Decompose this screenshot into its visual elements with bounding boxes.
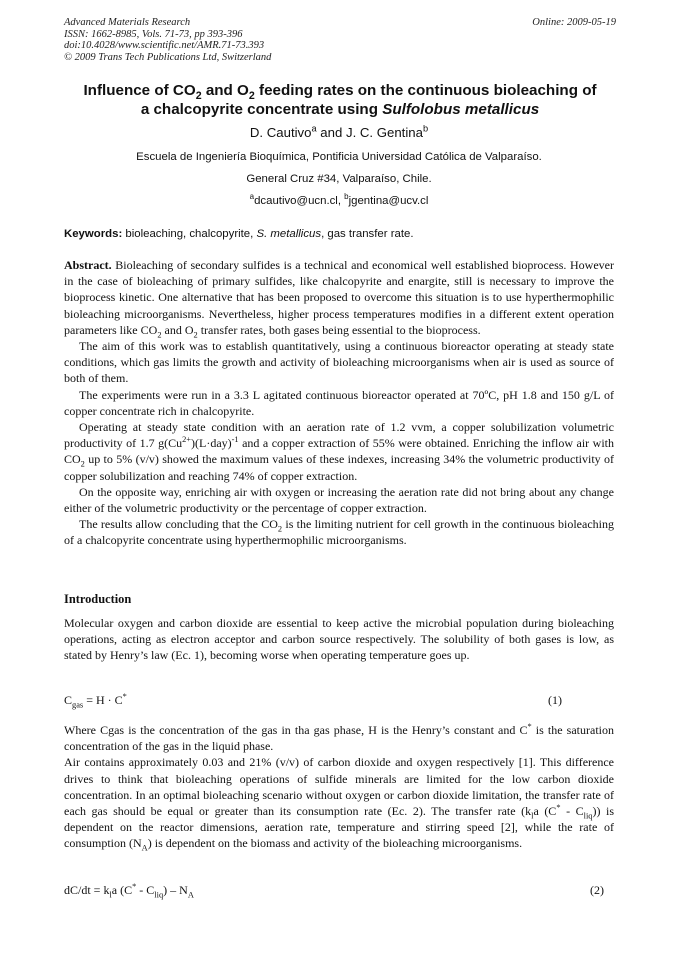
intro-paragraph: Molecular oxygen and carbon dioxide are essential to keep active the microbial population during bioleaching operations, acting as electron acceptor and carbon source respectively. The solubility of both gases is low, as stated by Henry’s law (Ec. 1), becoming worse when operating temperature goes up.	[64, 616, 614, 663]
abstract	[64, 257, 614, 549]
author-list: D. Cautivo$^a$ and J. C. Gentina$^b$	[249, 123, 429, 140]
equation-2: $dC/dt = k_la$ $(C^* - C_{liq}) - N_A$ (2)	[64, 882, 604, 900]
abstract-paragraph: Abstract. Bioleaching of secondary sulfides is a technical and economical well established bioprocess. However in the case of bioleaching of primary sulfides, like chalcopyrite and enargite, still is necessary to improve the bioprocess kinetic. One alternative that has been proposed to overcome this situation is to use hyperthermophilic bioleaching microorganisms. Nevertheless, higher process temperatures modifies in a different extent operation parameters like $CO_2$ and $O_2$ transfer rates, both gases being essential to the bioprocess.	[64, 258, 614, 340]
paper-title: Influence of $CO_2$ and $O_2$ feeding rates on the continuous bioleaching of a chalcopyrite concentrate using Sulfolobus metallicus	[83, 82, 597, 118]
intro-paragraph: Where Cgas is the concentration of the gas in tha gas phase, H is the Henry’s constant and C* is the saturation concentration of the gas in the liquid phase.	[64, 722, 614, 754]
abstract-paragraph: Operating at steady state condition with an aeration rate of 1.2 vvm, a copper solubilization volumetric productivity of 1.7 $g(Cu^{2+})(L\cdot day)^{-1}$ and a copper extraction of 55% were obtained. Enriching the inflow air with $CO_2$ up to 5% (v/v) showed the maximum values of these indexes, increasing 34% the volumetric productivity of copper solubilization and reaching 74% of copper extraction.	[64, 420, 614, 483]
journal-name: Advanced Materials Research	[64, 17, 191, 28]
abstract-paragraph: The results allow concluding that the $CO_2$ is the limiting nutrient for cell growth in the continuous bioleaching of a chalcopyrite concentrate using hyperthermophilic microorganisms.	[64, 517, 614, 548]
doi-line: doi:10.4028/www.scientific.net/AMR.71-73.393	[64, 40, 265, 51]
address-line: General Cruz #34, Valparaíso, Chile.	[246, 173, 432, 185]
email-line: $^a$dcautivo@ucn.cl, $^b$jgentina@ucv.cl	[249, 192, 429, 207]
affiliation-line: Escuela de Ingeniería Bioquímica, Pontificia Universidad Católica de Valparaíso.	[136, 151, 542, 163]
author-name: D. Cautivo	[249, 125, 312, 140]
keywords: Keywords: bioleaching, chalcopyrite, S. metallicus, gas transfer rate.	[64, 228, 414, 240]
abstract-paragraph: On the opposite way, enriching air with oxygen or increasing the aeration rate did not bring about any change either of the volumetric productivity or the percentage of copper extraction.	[64, 484, 614, 516]
author-name: J. C. Gentina	[345, 125, 423, 140]
equation-number: (2)	[590, 883, 604, 897]
intro-paragraph: Air contains approximately 0.03 and 21% (v/v) of carbon dioxide and oxygen respectively [1]. This difference drives to think that bioleaching operations of sulfide minerals are limited for the low carbon dioxide concentration. In an optimal bioleaching scenario without oxygen or carbon dioxide limitation, the transfer rate of each gas should be equal or greater than its consumption rate (Ec. 2). The transfer rate ($k_la$ $(C^* - C_{liq})$) is dependent on the reactor dimensions, aeration rate, temperature and stirring speed [2], while the rate of consumption $(N_A)$ is dependent on the biomass and activity of the bioleaching microorganisms.	[64, 755, 615, 853]
equation-number: (1)	[548, 693, 562, 707]
journal-header	[64, 17, 271, 63]
issn-line: ISSN: 1662-8985, Vols. 71-73, pp 393-396	[64, 28, 243, 40]
section-heading: Introduction	[64, 592, 132, 606]
email-link[interactable]: dcautivo@ucn.cl,	[254, 195, 345, 207]
abstract-paragraph: The experiments were run in a 3.3 L agitated continuous bioreactor operated at 70ºC, pH 1.8 and 150 g/L of copper concentrate rich in chalcopyrite.	[64, 387, 614, 418]
email-link[interactable]: jgentina@ucv.cl	[348, 195, 429, 207]
online-date: Online: 2009-05-19	[532, 17, 616, 28]
copyright-line: © 2009 Trans Tech Publications Ltd, Switzerland	[64, 51, 272, 63]
intro-body	[64, 722, 614, 852]
equation-1: $C_{gas} = H \cdot C^*$ (1)	[64, 692, 562, 710]
abstract-paragraph: The aim of this work was to establish quantitatively, using a continuous bioreactor operating at steady state conditions, which gas limits the growth and activity of bioleaching microorganisms when air is used as source of both of them.	[64, 339, 614, 386]
